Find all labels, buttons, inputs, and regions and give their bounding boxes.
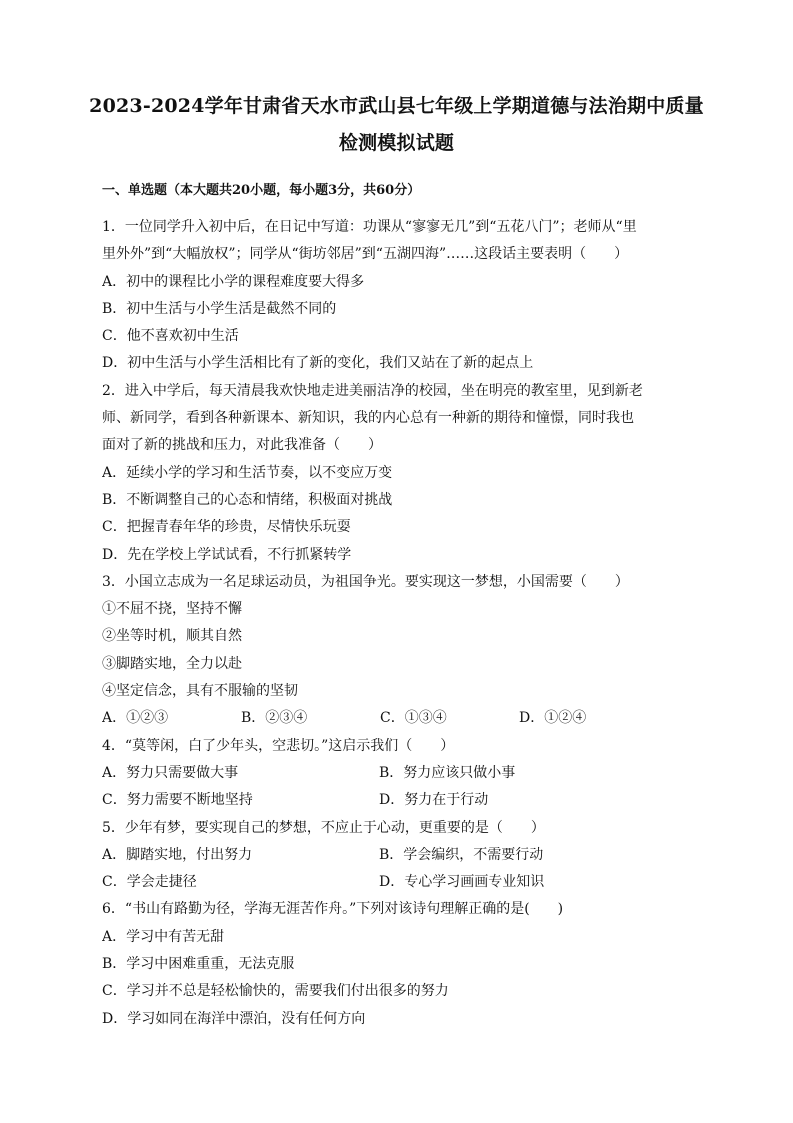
question-1	[102, 214, 694, 378]
option-b: B．不断调整自己的心态和情绪，积极面对挑战	[102, 491, 393, 508]
question-stem-line: 1．一位同学升入初中后，在日记中写道：功课从“寥寥无几”到“五花八门”；老师从“里	[102, 219, 637, 235]
option-a: A．努力只需要做大事	[102, 764, 239, 781]
exam-title-line-1: 2023-2024学年甘肃省天水市武山县七年级上学期道德与法治期中质量	[89, 95, 704, 117]
statement-item-3: ③脚踏实地，全力以赴	[102, 655, 242, 672]
question-stem-line: 6．“书山有路勤为径，学海无涯苦作舟。”下列对该诗句理解正确的是( )	[102, 901, 564, 918]
question-stem-line: 面对了新的挑战和压力，对此我准备（ ）	[102, 437, 382, 454]
option-a: A．初中的课程比小学的课程难度要大得多	[102, 273, 365, 290]
option-c: C．学会走捷径	[102, 874, 197, 891]
question-5	[102, 815, 694, 897]
option-c: C．学习并不总是轻松愉快的，需要我们付出很多的努力	[102, 983, 449, 1000]
option-b: B．努力应该只做小事	[379, 764, 516, 781]
option-a: A．延续小学的学习和生活节奏，以不变应万变	[102, 464, 393, 481]
question-stem-line: 4．“莫等闲，白了少年头，空悲切。”这启示我们（ ）	[102, 737, 455, 754]
option-a: A．脚踏实地，付出努力	[102, 846, 253, 863]
option-b: B．②③④	[241, 710, 308, 727]
options-row	[102, 760, 694, 787]
option-c: C．把握青春年华的珍贵，尽情快乐玩耍	[102, 519, 351, 536]
option-a: A．学习中有苦无甜	[102, 928, 225, 945]
options-row	[102, 842, 694, 869]
options-row	[102, 705, 694, 732]
options-row	[102, 787, 694, 814]
option-d: D．学习如同在海洋中漂泊，没有任何方向	[102, 1010, 366, 1027]
option-d: D．初中生活与小学生活相比有了新的变化，我们又站在了新的起点上	[102, 355, 534, 372]
statement-item-4: ④坚定信念，具有不服输的坚韧	[102, 683, 298, 700]
question-stem-line: 2．进入中学后，每天清晨我欢快地走进美丽洁净的校园，坐在明亮的教室里，见到新老	[102, 382, 643, 399]
statement-item-2: ②坐等时机，顺其自然	[102, 628, 242, 645]
question-stem-line: 5．少年有梦，要实现自己的梦想，不应止于心动，更重要的是（ ）	[102, 819, 545, 836]
question-4	[102, 733, 694, 815]
question-stem-line: 3．小国立志成为一名足球运动员，为祖国争光。要实现这一梦想，小国需要（ ）	[102, 573, 629, 590]
question-stem-line: 师、新同学，看到各种新课本、新知识，我的内心总有一种新的期待和憧憬，同时我也	[102, 410, 634, 427]
statement-item-1: ①不屈不挠，坚持不懈	[102, 601, 242, 618]
question-stem-line: 里外外”到“大幅放权”；同学从“街坊邻居”到“五湖四海”……这段话主要表明（ ）	[102, 246, 629, 263]
option-a: A．①②③	[102, 710, 169, 727]
option-d: D．专心学习画画专业知识	[379, 874, 545, 891]
question-2	[102, 378, 694, 569]
question-list	[102, 214, 694, 1033]
option-d: D．努力在于行动	[379, 792, 489, 809]
section-heading: 一、单选题（本大题共20小题，每小题3分，共60分）	[102, 183, 421, 198]
option-c: C．①③④	[380, 710, 447, 727]
question-6	[102, 896, 694, 1032]
option-c: C．他不喜欢初中生活	[102, 328, 239, 345]
options-row	[102, 869, 694, 896]
option-d: D．先在学校上学试试看，不行抓紧转学	[102, 546, 352, 563]
question-3	[102, 569, 694, 733]
option-b: B．学会编织，不需要行动	[379, 846, 544, 863]
option-b: B．学习中困难重重，无法克服	[102, 956, 295, 973]
option-c: C．努力需要不断地坚持	[102, 792, 253, 809]
option-b: B．初中生活与小学生活是截然不同的	[102, 300, 337, 317]
option-d: D．①②④	[519, 710, 587, 727]
exam-title-line-2: 检测模拟试题	[338, 132, 455, 154]
